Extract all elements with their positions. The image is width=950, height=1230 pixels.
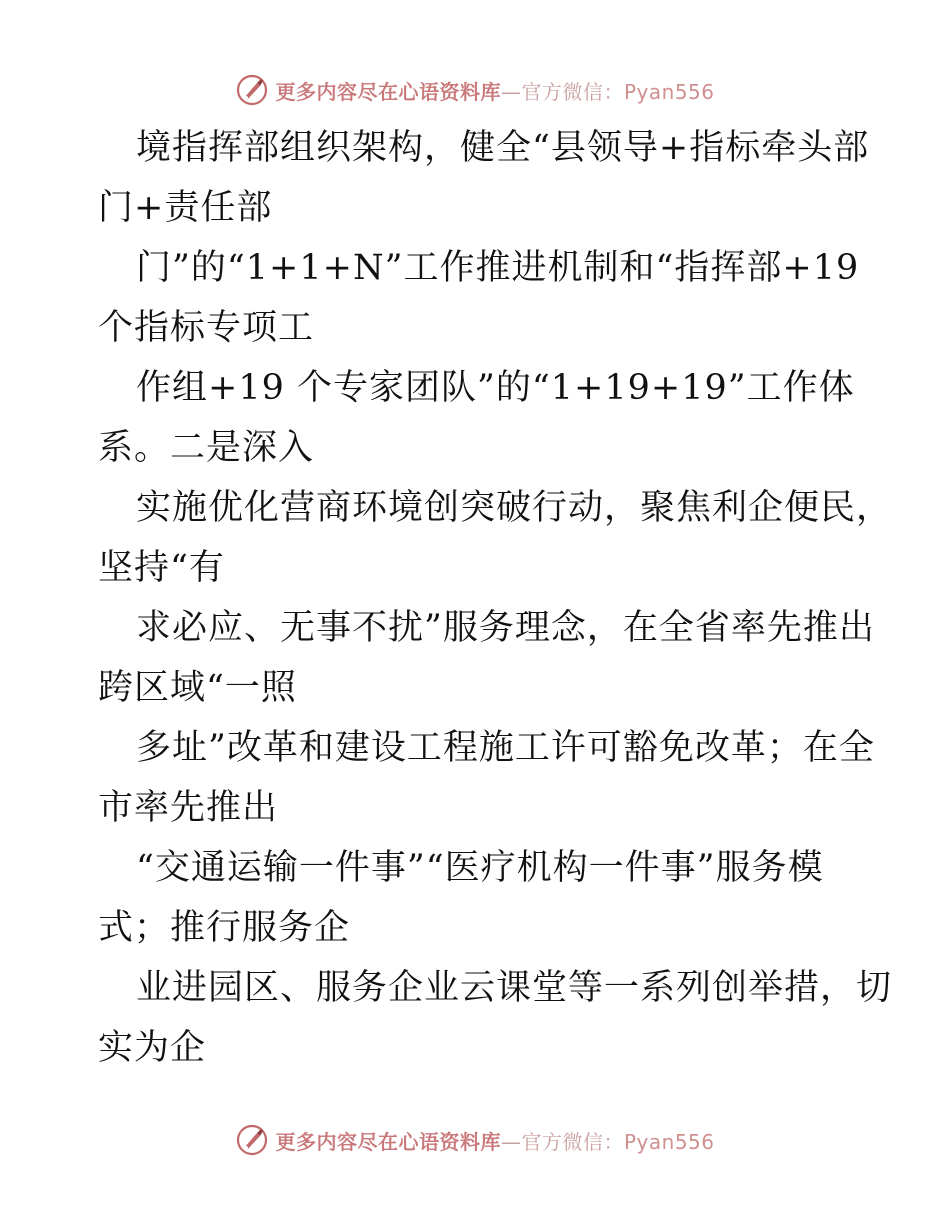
line-rest: 系。二是深入 xyxy=(98,428,315,468)
line-rest: 个指标专项工 xyxy=(98,308,315,348)
watermark-separator: — xyxy=(500,79,522,104)
line-rest: 式；推行服务企 xyxy=(98,908,351,948)
text-line xyxy=(98,718,875,838)
watermark-wechat-id: Pyan556 xyxy=(623,79,715,104)
line-first: 业进园区、服务企业云课堂等一系列创举措，切 xyxy=(136,968,893,1008)
text-line xyxy=(98,958,893,1078)
text-line xyxy=(98,238,868,358)
line-first: 实施优化营商环境创突破行动，聚焦利企便民， xyxy=(136,488,893,528)
header-watermark xyxy=(0,70,950,110)
text-line xyxy=(98,478,893,598)
watermark-wechat-label: 官方微信： xyxy=(521,1129,624,1154)
watermark-text xyxy=(275,1126,714,1155)
watermark-wechat-id: Pyan556 xyxy=(623,1129,715,1154)
line-first: 门”的“1+1+N”工作推进机制和“指挥部+19 xyxy=(136,248,860,288)
line-first: 多址”改革和建设工程施工许可豁免改革；在全 xyxy=(136,728,875,768)
watermark-wechat-label: 官方微信： xyxy=(521,79,624,104)
text-line xyxy=(98,598,875,718)
text-line xyxy=(98,358,868,478)
document-body xyxy=(98,118,893,1078)
watermark-brand: 更多内容尽在心语资料库 xyxy=(275,79,501,104)
line-rest: 市率先推出 xyxy=(98,788,279,828)
line-rest: 门+责任部 xyxy=(98,188,273,228)
text-line xyxy=(98,838,868,958)
line-first: 作组+19 个专家团队”的“1+19+19”工作体 xyxy=(136,368,855,408)
line-rest: 跨区域“一照 xyxy=(98,668,297,708)
text-line xyxy=(98,118,868,238)
watermark-text xyxy=(275,76,714,105)
watermark-brand: 更多内容尽在心语资料库 xyxy=(275,1129,501,1154)
line-rest: 坚持“有 xyxy=(98,548,225,588)
watermark-separator: — xyxy=(500,1129,522,1154)
line-rest: 实为企 xyxy=(98,1028,207,1068)
seal-pen-logo-icon xyxy=(235,1123,269,1157)
footer-watermark xyxy=(0,1120,950,1160)
line-first: 境指挥部组织架构，健全“县领导+指标牵头部 xyxy=(136,128,870,168)
line-first: “交通运输一件事”“医疗机构一件事”服务模 xyxy=(136,848,824,888)
line-first: 求必应、无事不扰”服务理念，在全省率先推出 xyxy=(136,608,875,648)
seal-pen-logo-icon xyxy=(235,73,269,107)
